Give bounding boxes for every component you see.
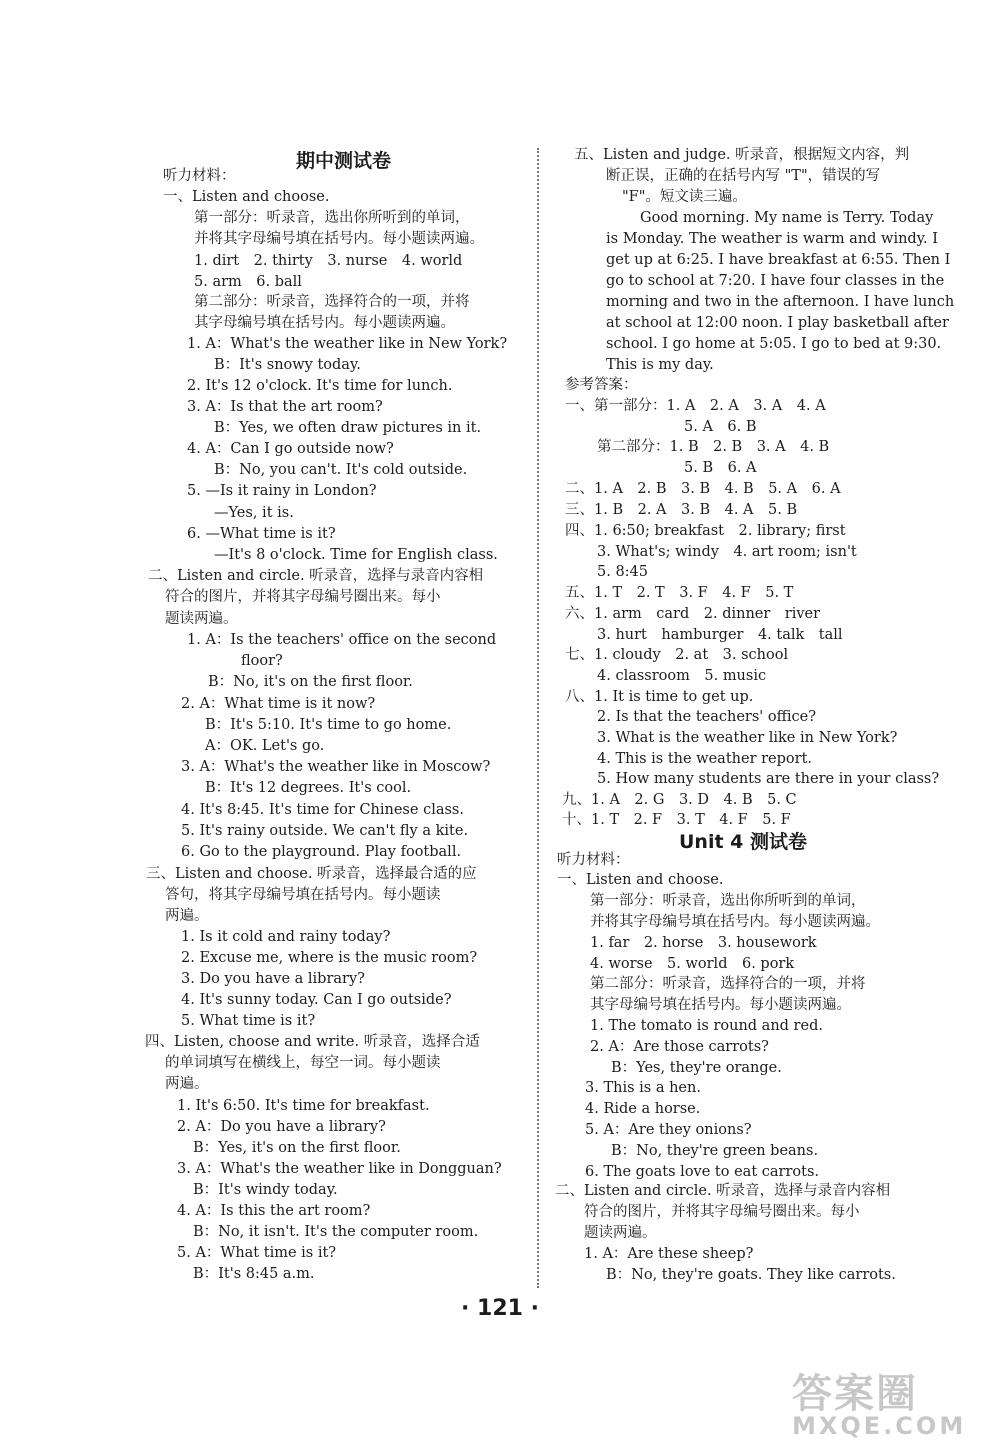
right-line-36: 第一部分：听录音，选出你所听到的单词， [590,893,866,909]
right-line-17: 二、1. A 2. B 3. B 4. B 5. A 6. A [565,481,841,497]
left-line-1: 听力材料： [163,168,236,184]
right-line-48: B：No, they're green beans. [611,1143,819,1159]
right-line-7: go to school at 7:20. I have four classes in the [606,273,945,289]
left-line-6: 5. arm 6. ball [194,274,302,290]
right-line-37: 并将其字母编号填在括号内。每小题读两遍。 [590,914,880,930]
left-line-10: B：It's snowy today. [214,357,361,373]
right-line-30: 4. This is the weather report. [597,751,813,767]
left-line-3: 第一部分：听录音，选出你所听到的单词， [194,210,470,226]
left-line-41: 5. What time is it? [181,1013,316,1029]
left-line-29: 3. A：What's the weather like in Moscow? [181,759,491,775]
right-line-53: 1. A：Are these sheep? [584,1246,754,1262]
right-line-15: 第二部分：1. B 2. B 3. A 4. B [597,439,830,455]
left-line-16: 5. —Is it rainy in London? [187,483,377,499]
right-line-35: 一、Listen and choose. [557,872,724,888]
right-line-51: 符合的图片，并将其字母编号圈出来。每小 [584,1204,860,1220]
right-line-1: 五、Listen and judge. 听录音，根据短文内容，判 [574,147,910,163]
left-line-31: 4. It's 8:45. It's time for Chinese class. [181,802,464,818]
right-line-2: 断正误，正确的在括号内写 "T"，错误的写 [606,168,881,184]
column-divider [537,148,539,1288]
right-line-18: 三、1. B 2. A 3. B 4. A 5. B [565,502,798,518]
right-line-38: 1. far 2. horse 3. housework [590,935,817,951]
left-line-43: 的单词填写在横线上，每空一词。每小题读 [165,1055,441,1071]
right-line-20: 3. What's; windy 4. art room; isn't [597,544,857,560]
left-line-40: 4. It's sunny today. Can I go outside? [181,992,452,1008]
left-line-4: 并将其字母编号填在括号内。每小题读两遍。 [194,231,484,247]
left-line-11: 2. It's 12 o'clock. It's time for lunch. [187,378,453,394]
right-line-27: 八、1. It is time to get up. [565,689,754,705]
left-line-15: B：No, you can't. It's cold outside. [214,462,468,478]
left-line-17: —Yes, it is. [214,505,294,521]
unit4-title: Unit 4 测试卷 [679,831,807,853]
left-line-7: 第二部分：听录音，选择符合的一项，并将 [194,294,470,310]
right-line-29: 3. What is the weather like in New York? [597,730,898,746]
right-line-3: "F"。短文读三遍。 [622,189,747,205]
left-line-51: B：No, it isn't. It's the computer room. [193,1224,479,1240]
right-line-25: 七、1. cloudy 2. at 3. school [565,647,789,663]
left-line-34: 三、Listen and choose. 听录音，选择最合适的应 [146,866,477,882]
right-line-24: 3. hurt hamburger 4. talk tall [597,627,843,643]
left-line-35: 答句，将其字母编号填在括号内。每小题读 [165,887,441,903]
right-line-43: 2. A：Are those carrots? [590,1039,769,1055]
right-line-34: 听力材料： [557,852,630,868]
right-line-22: 五、1. T 2. T 3. F 4. F 5. T [565,585,794,601]
left-line-12: 3. A：Is that the art room? [187,399,383,415]
right-line-44: B：Yes, they're orange. [611,1060,782,1076]
left-line-23: 1. A：Is the teachers' office on the second [187,632,497,648]
right-line-31: 5. How many students are there in your class? [597,771,940,787]
right-line-9: at school at 12:00 noon. I play basketball after [606,315,949,331]
right-line-49: 6. The goats love to eat carrots. [585,1164,819,1180]
left-line-24: floor? [241,653,283,669]
right-line-50: 二、Listen and circle. 听录音，选择与录音内容相 [555,1183,891,1199]
page-number: · 121 · [461,1296,539,1321]
left-line-50: 4. A：Is this the art room? [177,1203,371,1219]
right-line-41: 其字母编号填在括号内。每小题读两遍。 [590,997,851,1013]
right-line-47: 5. A：Are they onions? [585,1122,752,1138]
right-line-54: B：No, they're goats. They like carrots. [606,1267,896,1283]
left-line-19: —It's 8 o'clock. Time for English class. [214,547,498,563]
right-line-13: 一、第一部分：1. A 2. A 3. A 4. A [565,398,826,414]
left-line-38: 2. Excuse me, where is the music room? [181,950,478,966]
left-line-49: B：It's windy today. [193,1182,338,1198]
left-line-48: 3. A：What's the weather like in Dongguan? [177,1161,502,1177]
right-line-33: 十、1. T 2. F 3. T 4. F 5. F [562,812,791,828]
left-line-32: 5. It's rainy outside. We can't fly a kite. [181,823,469,839]
left-line-45: 1. It's 6:50. It's time for breakfast. [177,1098,430,1114]
left-line-28: A：OK. Let's go. [205,738,325,754]
left-line-33: 6. Go to the playground. Play football. [181,844,462,860]
left-line-37: 1. Is it cold and rainy today? [181,929,391,945]
right-line-52: 题读两遍。 [584,1225,657,1241]
left-line-36: 两遍。 [165,908,209,924]
left-line-14: 4. A：Can I go outside now? [187,441,394,457]
left-line-53: B：It's 8:45 a.m. [193,1266,315,1282]
left-line-47: B：Yes, it's on the first floor. [193,1140,401,1156]
left-line-13: B：Yes, we often draw pictures in it. [214,420,482,436]
right-line-42: 1. The tomato is round and red. [590,1018,823,1034]
left-line-18: 6. —What time is it? [187,526,336,542]
right-line-16: 5. B 6. A [684,460,757,476]
right-line-12: 参考答案： [565,377,638,393]
right-line-40: 第二部分：听录音，选择符合的一项，并将 [590,976,866,992]
right-line-23: 六、1. arm card 2. dinner river [565,606,821,622]
left-line-44: 两遍。 [165,1076,209,1092]
right-line-39: 4. worse 5. world 6. pork [590,956,795,972]
left-line-5: 1. dirt 2. thirty 3. nurse 4. world [194,253,463,269]
left-line-25: B：No, it's on the first floor. [208,674,413,690]
left-line-39: 3. Do you have a library? [181,971,365,987]
right-line-28: 2. Is that the teachers' office? [597,709,817,725]
left-line-52: 5. A：What time is it? [177,1245,337,1261]
left-line-9: 1. A：What's the weather like in New York? [187,336,508,352]
left-line-46: 2. A：Do you have a library? [177,1119,386,1135]
right-line-26: 4. classroom 5. music [597,668,767,684]
right-line-4: Good morning. My name is Terry. Today [640,210,934,226]
right-line-46: 4. Ride a horse. [585,1101,701,1117]
left-line-27: B：It's 5:10. It's time to go home. [205,717,452,733]
right-line-8: morning and two in the afternoon. I have lunch [606,294,955,310]
midterm-title: 期中测试卷 [296,150,392,172]
left-line-21: 符合的图片，并将其字母编号圈出来。每小 [165,589,441,605]
right-line-21: 5. 8:45 [597,564,649,580]
right-line-10: school. I go home at 5:05. I go to bed at 9:30. [606,336,942,352]
right-line-5: is Monday. The weather is warm and windy. I [606,231,938,247]
left-line-2: 一、Listen and choose. [163,189,330,205]
right-line-45: 3. This is a hen. [585,1080,701,1096]
left-line-8: 其字母编号填在括号内。每小题读两遍。 [194,315,455,331]
left-line-22: 题读两遍。 [165,611,238,627]
right-line-14: 5. A 6. B [684,419,757,435]
left-line-20: 二、Listen and circle. 听录音，选择与录音内容相 [148,568,484,584]
right-line-32: 九、1. A 2. G 3. D 4. B 5. C [562,792,797,808]
left-line-26: 2. A：What time is it now? [181,696,376,712]
right-line-6: get up at 6:25. I have breakfast at 6:55. Then I [606,252,951,268]
left-line-30: B：It's 12 degrees. It's cool. [205,780,412,796]
watermark-logo: 答案圈 MXQE.COM [792,1371,967,1440]
left-line-42: 四、Listen, choose and write. 听录音，选择合适 [145,1034,480,1050]
right-line-19: 四、1. 6:50; breakfast 2. library; first [565,523,846,539]
right-line-11: This is my day. [606,357,714,373]
